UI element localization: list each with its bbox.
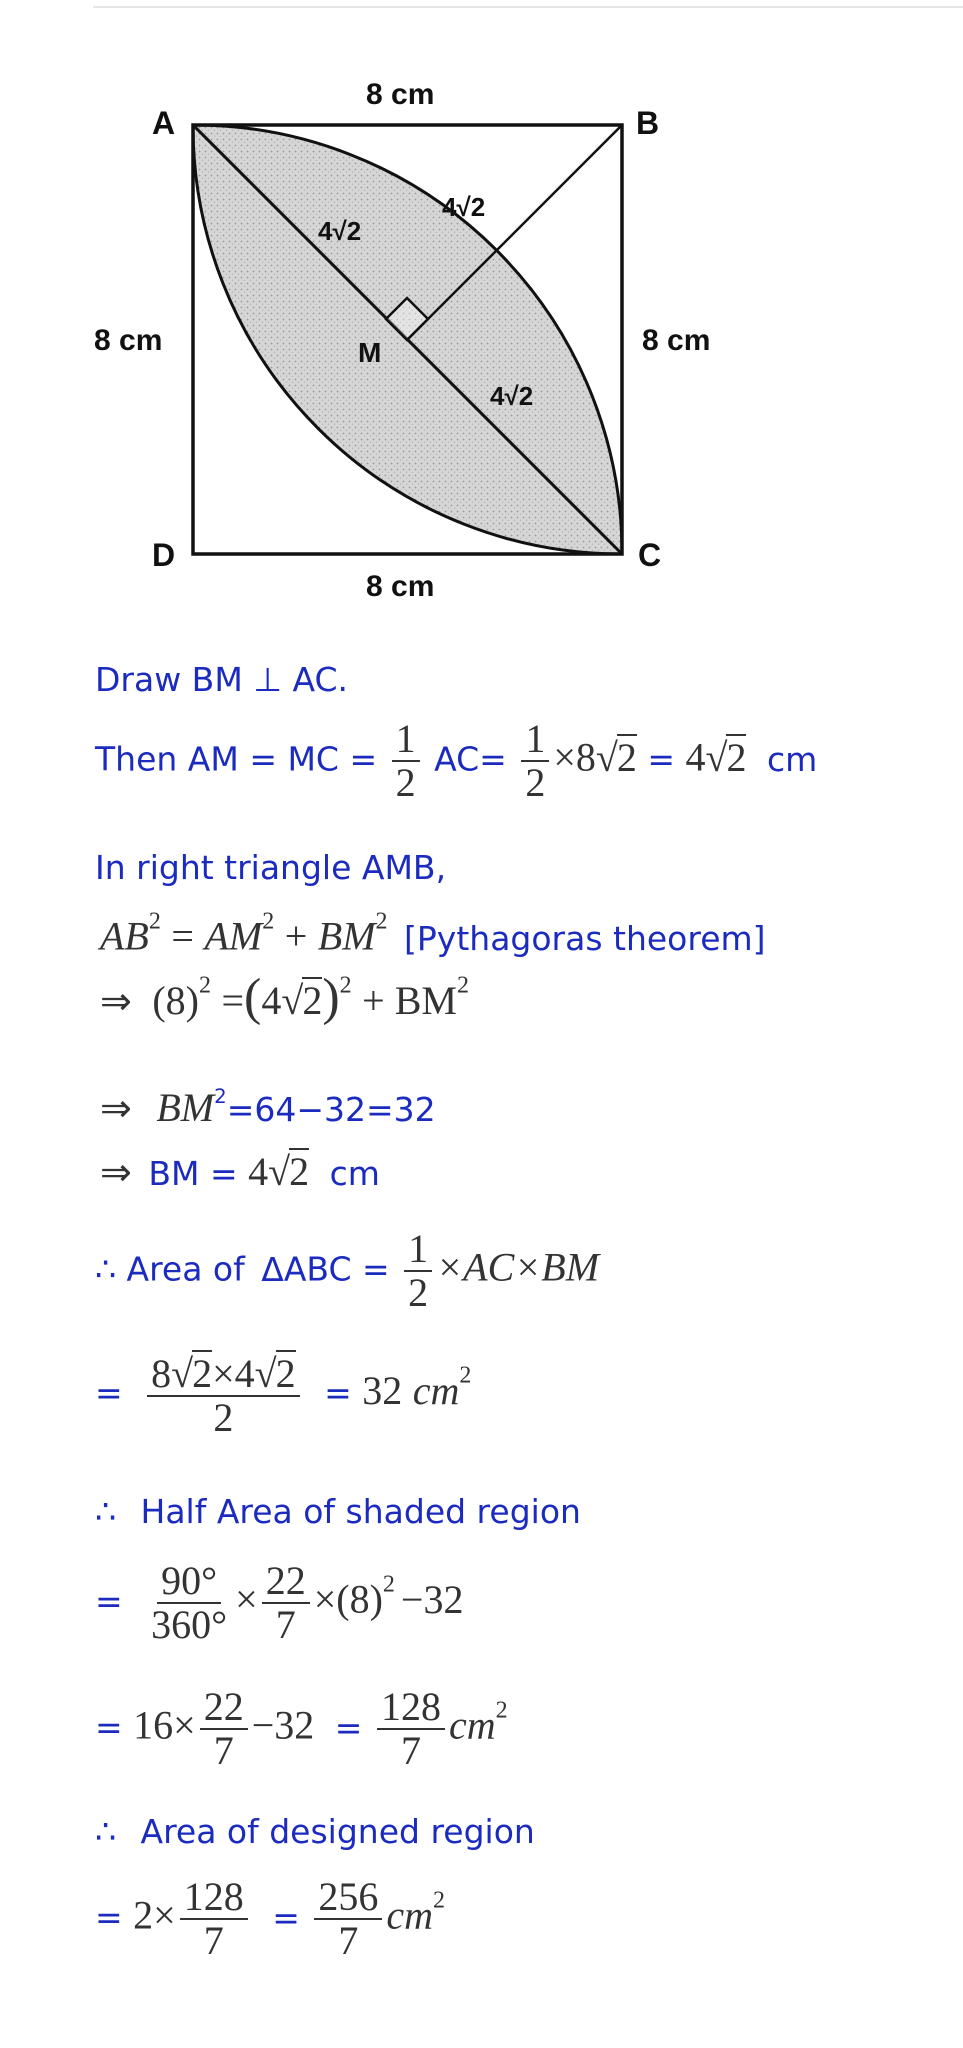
step-text: ABC = bbox=[283, 1249, 390, 1289]
plus-sign: + bbox=[284, 913, 308, 959]
square-figure bbox=[0, 0, 963, 640]
sqrt-symbol: √2 bbox=[705, 734, 747, 780]
fraction-pi: $\frac{22}{7}$ bbox=[200, 1686, 248, 1772]
math-term: −32 bbox=[400, 1576, 464, 1622]
unit-cm: cm bbox=[448, 1702, 496, 1748]
vertex-d: D bbox=[152, 537, 176, 573]
side-label-right: 8 cm bbox=[642, 324, 711, 357]
fraction-result: $\frac{256}{7}$ bbox=[314, 1876, 382, 1962]
step-designed-area bbox=[95, 1812, 535, 1851]
math-term: ×(8) bbox=[313, 1576, 383, 1622]
step-text: Half Area of shaded region bbox=[140, 1492, 581, 1531]
pythagoras-note: [Pythagoras theorem] bbox=[404, 918, 766, 958]
unit-cm: cm bbox=[329, 1154, 380, 1193]
equals-sign: = bbox=[95, 1373, 123, 1412]
therefore-symbol: ∴ bbox=[95, 1492, 116, 1531]
segment-label-am: 4√2 bbox=[318, 216, 362, 246]
step-text: Then AM = MC = bbox=[95, 739, 378, 779]
step-text: Draw BM ⊥ AC. bbox=[95, 660, 349, 699]
step-area-value: = $\frac{8√2\times 4√2}{2}$ = 32 $cm^2$ bbox=[95, 1351, 472, 1440]
implies-arrow: ⇒ bbox=[100, 979, 132, 1023]
equals-sign: = bbox=[95, 1707, 123, 1747]
equals-sign: = bbox=[171, 913, 194, 959]
equals-sign: = bbox=[324, 1373, 352, 1412]
step-designed-value: = 2× $\frac{128}{7}$ = $\frac{256}{7}$ $cm^2$ bbox=[95, 1874, 446, 1963]
step-bm-squared: ⇒ $BM^2=64-32=32$ bbox=[100, 1085, 436, 1130]
math-term: −32 bbox=[251, 1702, 315, 1748]
fraction-angle: $\frac{90^\circ}{360^\circ}$ bbox=[151, 1558, 228, 1647]
equals-sign: = bbox=[95, 1897, 123, 1937]
fraction-half: $\frac{1}{2}$ bbox=[404, 1228, 432, 1314]
step-bm-value: ⇒ BM = 4√2 cm bbox=[100, 1149, 380, 1194]
step-draw-bm bbox=[95, 660, 348, 699]
step-sector-value: = 16× $\frac{22}{7}$ −32 = $\frac{128}{7}$ $cm^2$ bbox=[95, 1684, 508, 1773]
step-sector-formula: = $\frac{90^\circ}{360^\circ}$ × $\frac{22}{7}$ $\times(8)^2 -32$ bbox=[95, 1558, 464, 1647]
therefore-symbol: ∴ bbox=[95, 1812, 116, 1851]
step-text: Area of designed region bbox=[140, 1812, 535, 1851]
vertex-a: A bbox=[152, 105, 176, 141]
math-term: 4 bbox=[248, 1149, 269, 1194]
equals-sign: = bbox=[95, 1581, 123, 1621]
times-sign: × bbox=[235, 1576, 258, 1622]
math-term: 32 bbox=[362, 1368, 403, 1413]
side-label-bottom: 8 cm bbox=[366, 570, 435, 603]
step-am-mc bbox=[95, 718, 817, 804]
math-term: BM bbox=[317, 913, 376, 959]
therefore-symbol: ∴ bbox=[95, 1249, 116, 1289]
unit-cm: cm bbox=[386, 1892, 434, 1938]
step-right-triangle bbox=[95, 848, 446, 887]
equals-sign: = bbox=[334, 1707, 363, 1747]
side-label-left: 8 cm bbox=[94, 324, 163, 357]
math-term: 4 bbox=[685, 734, 706, 780]
step-area-abc bbox=[95, 1228, 599, 1314]
equals-sign: = bbox=[272, 1897, 300, 1937]
step-text: Area of bbox=[126, 1249, 245, 1289]
math-term: AB bbox=[100, 913, 149, 959]
side-label-top: 8 cm bbox=[366, 78, 435, 111]
math-term: 16× bbox=[133, 1702, 196, 1748]
unit-cm: cm bbox=[766, 739, 818, 779]
fraction-result: $\frac{128}{7}$ bbox=[377, 1686, 445, 1772]
sqrt-symbol: √2 bbox=[595, 734, 637, 780]
step-substitute: ⇒ $(8)^2 =(4√2)^2 + BM^2$ bbox=[100, 969, 469, 1026]
triangle-symbol: Δ bbox=[261, 1249, 284, 1289]
math-term: =64−32=32 bbox=[226, 1090, 436, 1129]
segment-label-mc: 4√2 bbox=[490, 381, 534, 411]
fraction-product: $\frac{8√2\times 4√2}{2}$ bbox=[147, 1350, 299, 1439]
segment-label-bm: 4√2 bbox=[442, 192, 486, 222]
math-term: AM bbox=[204, 913, 263, 959]
unit-cm: cm bbox=[412, 1368, 460, 1413]
vertex-m: M bbox=[358, 337, 382, 368]
equals-sign: = bbox=[647, 739, 675, 779]
math-term: ×8 bbox=[553, 734, 596, 780]
step-pythagoras: $AB^2 = AM^2 + BM^2$ [Pythagoras theorem] bbox=[100, 908, 766, 959]
step-text: BM = bbox=[148, 1154, 238, 1193]
math-term: BM bbox=[156, 1085, 215, 1130]
step-text: In right triangle AMB, bbox=[95, 848, 447, 887]
fraction-half: $\frac{1}{2}$ bbox=[392, 718, 420, 804]
fraction-half: $\frac{1}{2}$ bbox=[521, 718, 549, 804]
equals-sign: = bbox=[221, 978, 245, 1023]
implies-arrow: ⇒ bbox=[100, 1150, 132, 1194]
math-term: ×AC×BM bbox=[436, 1244, 600, 1290]
fraction-pi: $\frac{22}{7}$ bbox=[262, 1560, 310, 1646]
math-term: 2× bbox=[133, 1892, 176, 1938]
step-half-area bbox=[95, 1492, 581, 1531]
fraction-area: $\frac{128}{7}$ bbox=[180, 1876, 248, 1962]
implies-arrow: ⇒ bbox=[100, 1086, 132, 1130]
math-term: (8) bbox=[152, 978, 199, 1023]
step-text: AC= bbox=[434, 739, 507, 779]
math-term: + BM bbox=[362, 978, 457, 1023]
vertex-c: C bbox=[638, 537, 662, 573]
vertex-b: B bbox=[636, 105, 660, 141]
